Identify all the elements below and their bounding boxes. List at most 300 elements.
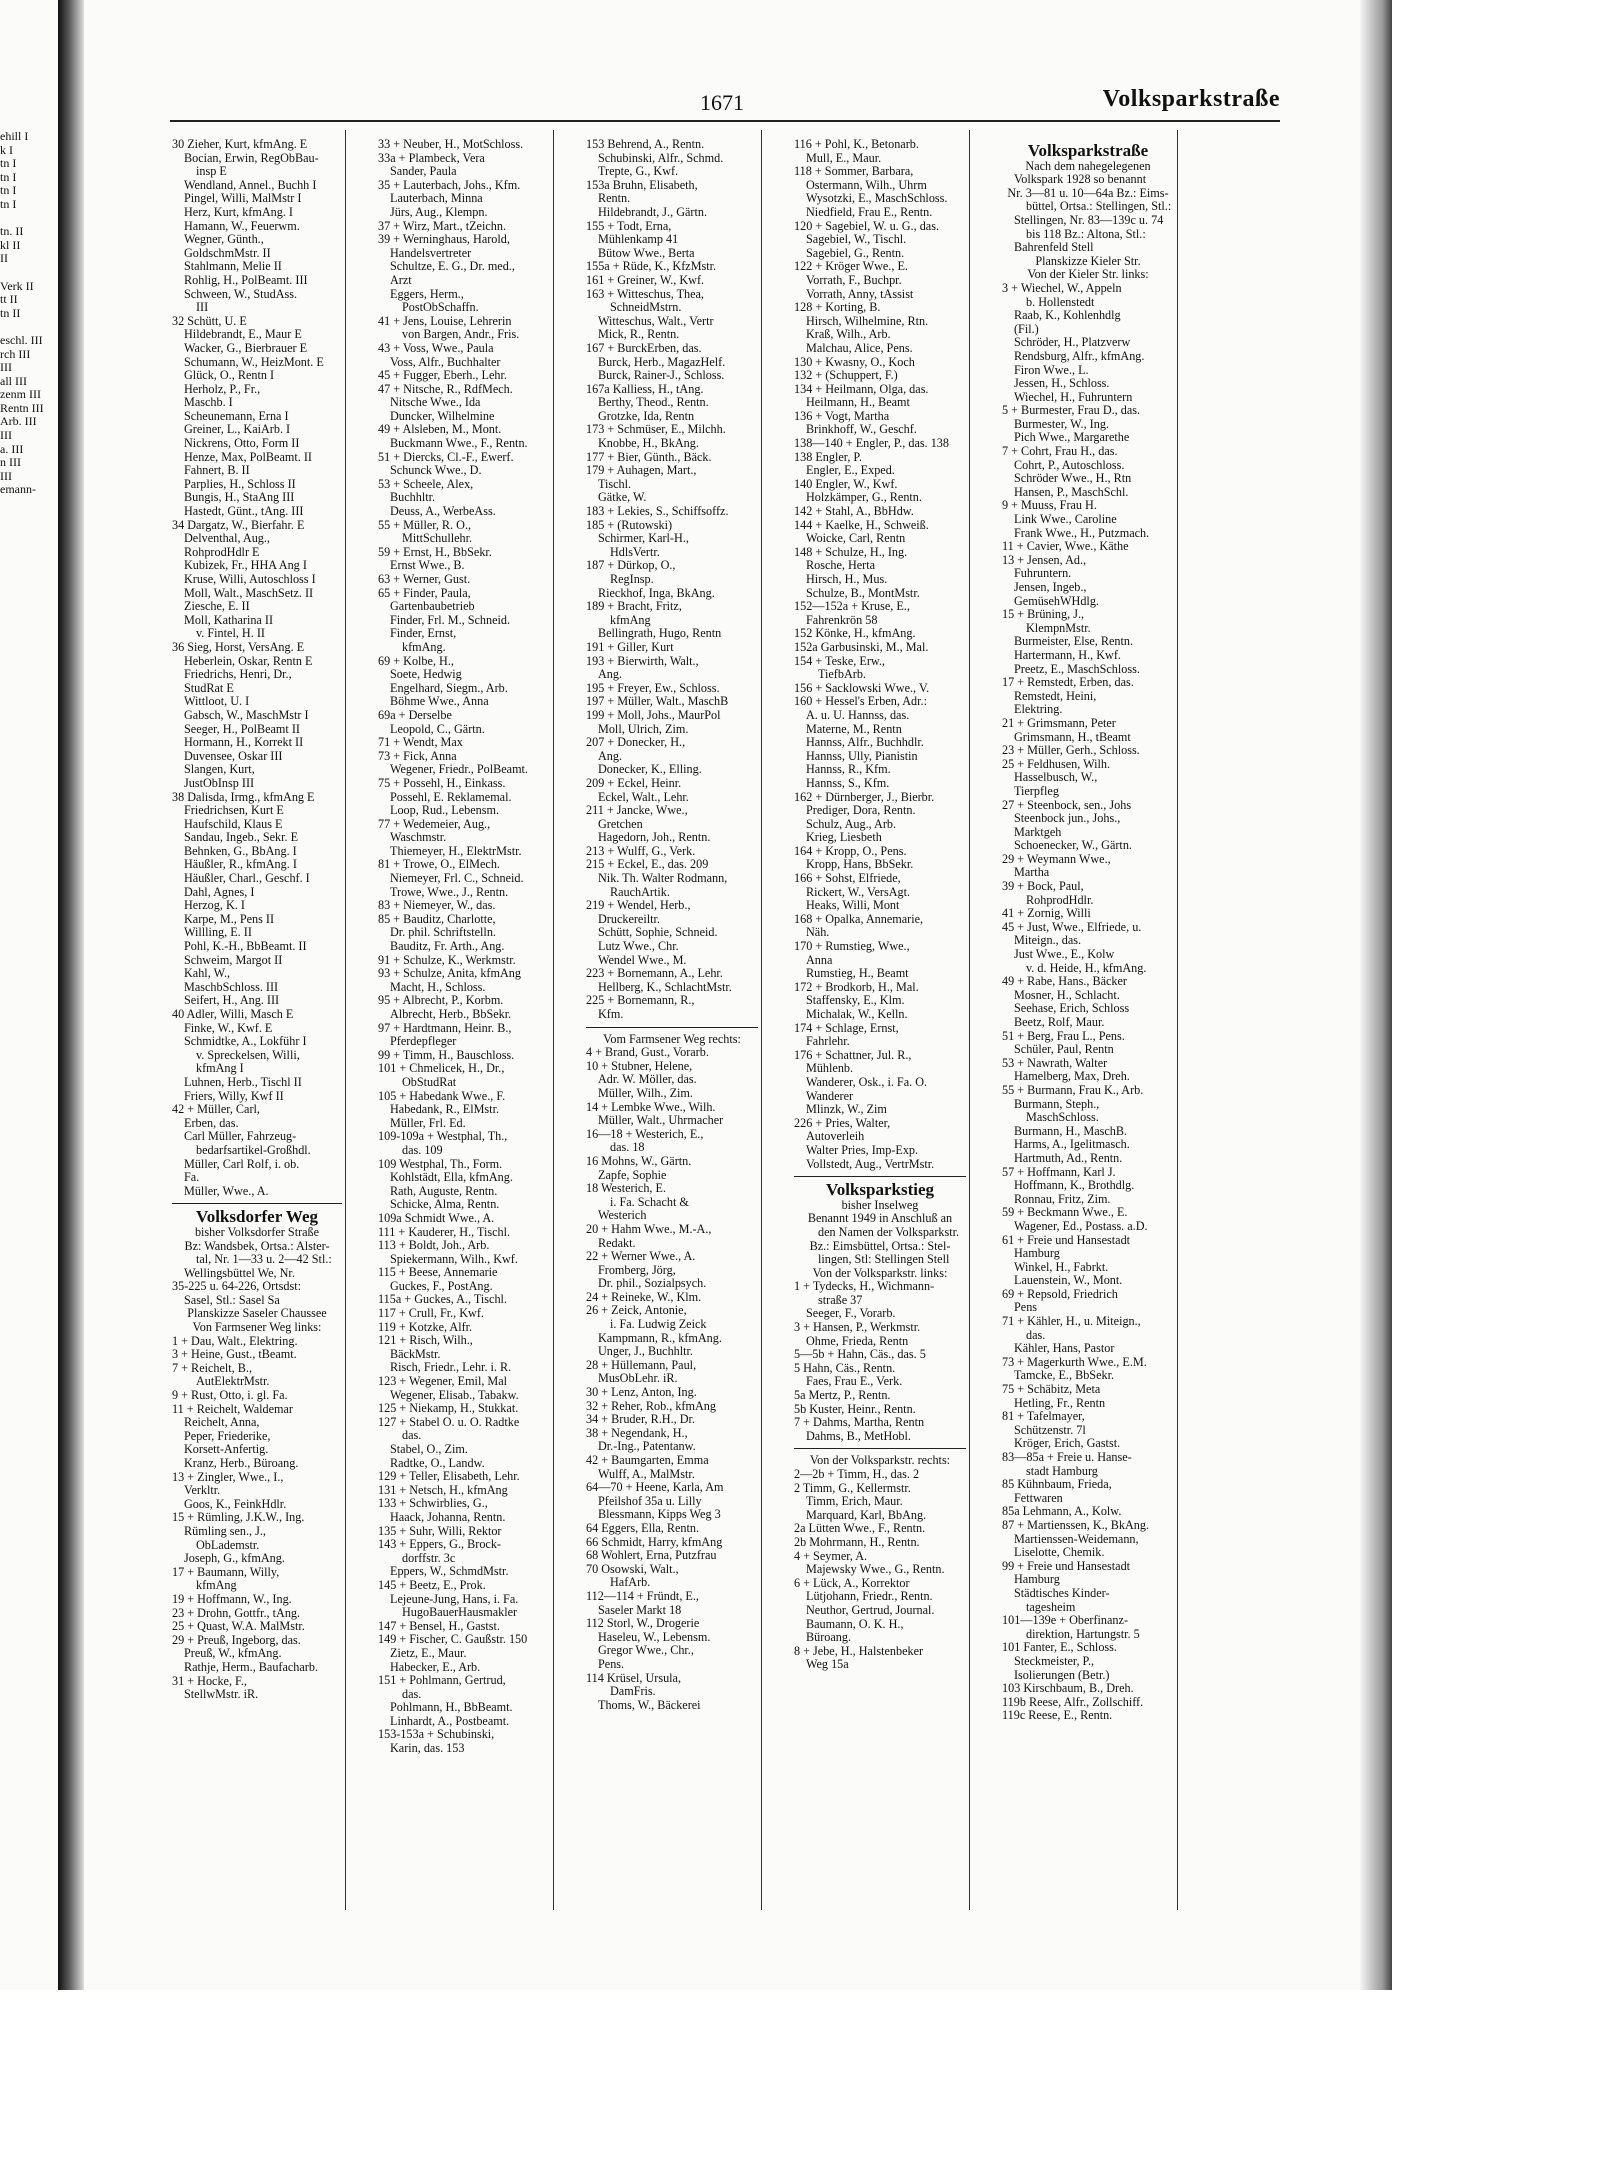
resident-entry: Rickert, W., VersAgt. xyxy=(806,885,911,899)
resident-entry: Duncker, Wilhelmine xyxy=(390,409,495,423)
resident-entry: Moll, Katharina II xyxy=(184,613,274,627)
resident-entry: Müller, Wwe., A. xyxy=(184,1184,269,1198)
resident-entry: Preuß, W., kfmAng. xyxy=(184,1647,282,1661)
margin-fragment: tn I xyxy=(0,169,17,184)
house-entry: 3 + Wiechel, W., Appeln xyxy=(1002,281,1122,295)
margin-fragment: Verk II xyxy=(0,278,34,293)
resident-entry: Hannss, Ully, Pianistin xyxy=(806,749,918,763)
street-note: Von Farmsener Weg links: xyxy=(192,1321,322,1335)
resident-entry: Haufschild, Klaus E xyxy=(184,817,283,831)
house-entry: 53 + Scheele, Alex, xyxy=(378,477,474,491)
resident-entry: RohprodHdlr E xyxy=(184,545,260,559)
resident-entry: Häußler, R., kfmAng. I xyxy=(184,858,297,872)
resident-entry: Adr. W. Möller, das. xyxy=(598,1073,697,1087)
house-entry: 114 Krüsel, Ursula, xyxy=(586,1671,682,1685)
house-entry: 30 + Lenz, Anton, Ing. xyxy=(586,1386,697,1400)
house-entry: 109 Westphal, Th., Form. xyxy=(378,1157,503,1171)
resident-entry: Blessmann, Kipps Weg 3 xyxy=(598,1508,721,1522)
resident-entry: Böhme Wwe., Anna xyxy=(390,695,489,709)
house-entry: 29 + Weymann Wwe., xyxy=(1002,852,1111,866)
continuation-line: von Bargen, Andr., Fris. xyxy=(402,328,520,342)
resident-entry: Radtke, O., Landw. xyxy=(390,1456,485,1470)
house-entry: 179 + Auhagen, Mart., xyxy=(586,464,697,478)
house-entry: 134 + Heilmann, Olga, das. xyxy=(794,382,929,396)
street-note: Planskizze Kieler Str. xyxy=(1035,254,1141,268)
resident-entry: Zietz, E., Maur. xyxy=(390,1646,467,1660)
resident-entry: Joseph, G., kfmAng. xyxy=(184,1552,285,1566)
resident-entry: StellwMstr. iR. xyxy=(184,1688,259,1702)
continuation-line: das. xyxy=(1026,1328,1046,1342)
house-entry: 33 + Neuber, H., MotSchloss. xyxy=(378,138,524,151)
house-entry: 85 Kühnbaum, Frieda, xyxy=(1002,1478,1112,1492)
house-entry: 22 + Werner Wwe., A. xyxy=(586,1250,696,1264)
house-entry: 18 Westerich, E. xyxy=(586,1182,667,1196)
resident-entry: Wagener, Ed., Postass. a.D. xyxy=(1014,1219,1148,1233)
resident-entry: Sandau, Ingeb., Sekr. E xyxy=(184,831,299,845)
resident-entry: Schröder, H., Platzverw xyxy=(1014,336,1131,350)
margin-fragment: Rentn III xyxy=(0,400,44,415)
resident-entry: Niemeyer, Frl. C., Schneid. xyxy=(390,872,524,886)
resident-entry: Hormann, H., Korrekt II xyxy=(184,736,304,750)
resident-entry: Schmidtke, A., Lokführ I xyxy=(184,1035,307,1049)
street-note: Von der Kieler Str. links: xyxy=(1027,268,1149,282)
resident-entry: Grotzke, Ida, Rentn xyxy=(598,409,695,423)
house-entry: 9 + Muuss, Frau H. xyxy=(1002,499,1097,513)
house-entry: 155 + Todt, Erna, xyxy=(586,219,672,233)
resident-entry: Lejeune-Jung, Hans, i. Fa. xyxy=(390,1592,519,1606)
continuation-line: kfmAng I xyxy=(196,1062,244,1076)
resident-entry: Linhardt, A., Postbeamt. xyxy=(390,1714,510,1728)
continuation-line: DamFris. xyxy=(610,1685,656,1699)
house-entry: 70 Osowski, Walt., xyxy=(586,1562,679,1576)
resident-entry: Schubinski, Alfr., Schmd. xyxy=(598,151,724,165)
margin-fragment: kl II xyxy=(0,237,21,252)
resident-entry: Pich Wwe., Margarethe xyxy=(1014,431,1130,445)
house-entry: 83 + Niemeyer, W., das. xyxy=(378,899,496,913)
resident-entry: Kfm. xyxy=(598,1008,624,1021)
house-entry: 85 + Bauditz, Charlotte, xyxy=(378,912,496,926)
resident-entry: Fahnert, B. II xyxy=(184,464,250,478)
house-entry: 145 + Beetz, E., Prok. xyxy=(378,1578,486,1592)
resident-entry: Bütow Wwe., Berta xyxy=(598,246,695,260)
street-note: Nach dem nahegelegenen xyxy=(1025,159,1151,173)
resident-entry: Schultze, E. G., Dr. med., xyxy=(390,260,515,274)
resident-entry: Schüler, Paul, Rentn xyxy=(1014,1043,1114,1057)
house-entry: 93 + Schulze, Anita, kfmAng xyxy=(378,967,521,981)
resident-entry: Hastedt, Günt., tAng. III xyxy=(184,505,304,519)
house-entry: 49 + Rabe, Hans., Bäcker xyxy=(1002,975,1127,989)
resident-entry: Schoenecker, W., Gärtn. xyxy=(1014,839,1132,853)
resident-entry: Müller, Frl. Ed. xyxy=(390,1116,466,1130)
resident-entry: Mick, R., Rentn. xyxy=(598,328,680,342)
resident-entry: Kranz, Herb., Büroang. xyxy=(184,1457,299,1470)
resident-entry: Ernst Wwe., B. xyxy=(390,559,465,573)
resident-entry: Burck, Rainer-J., Schloss. xyxy=(598,369,725,383)
resident-entry: Buchhltr. xyxy=(390,491,436,505)
resident-entry: Possehl, E. Reklamemal. xyxy=(390,790,512,804)
continuation-line: dorffstr. 3c xyxy=(402,1551,456,1565)
continuation-line: straße 37 xyxy=(818,1293,863,1307)
house-entry: 10 + Stubner, Helene, xyxy=(586,1059,693,1073)
house-entry: 215 + Eckel, E., das. 209 xyxy=(586,858,709,872)
resident-entry: Glück, O., Rentn I xyxy=(184,369,275,383)
house-entry: 130 + Kwasny, O., Koch xyxy=(794,355,915,369)
resident-entry: Schulz, Aug., Arb. xyxy=(806,817,897,831)
house-entry: 2—2b + Timm, H., das. 2 xyxy=(794,1468,920,1481)
continuation-line: bedarfsartikel-Großhdl. xyxy=(196,1143,311,1157)
house-entry: 19 + Hoffmann, W., Ing. xyxy=(172,1592,292,1606)
resident-entry: Schunck Wwe., D. xyxy=(390,464,482,478)
resident-entry: Lauenstein, W., Mont. xyxy=(1014,1274,1123,1288)
house-entry: 45 + Just, Wwe., Elfriede, u. xyxy=(1002,920,1142,934)
continuation-line: KlempnMstr. xyxy=(1026,621,1091,635)
resident-entry: Städtisches Kinder- xyxy=(1014,1586,1110,1600)
resident-entry: Woicke, Carl, Rentn xyxy=(806,532,906,546)
resident-entry: (Fil.) xyxy=(1014,322,1039,336)
resident-entry: Kraß, Wilh., Arb. xyxy=(806,328,891,342)
resident-entry: Wegner, Günth., xyxy=(184,233,264,247)
resident-entry: Loop, Rud., Lebensm. xyxy=(390,804,499,818)
resident-entry: Zapfe, Sophie xyxy=(598,1168,667,1182)
resident-entry: Holzkämper, G., Rentn. xyxy=(806,491,922,505)
resident-entry: Karpe, M., Pens II xyxy=(184,912,275,926)
resident-entry: Spiekermann, Wilh., Kwf. xyxy=(390,1252,518,1266)
resident-entry: Finder, Ernst, xyxy=(390,627,457,641)
resident-entry: Carl Müller, Fahrzeug- xyxy=(184,1130,297,1144)
resident-entry: Dahms, B., MetHobl. xyxy=(806,1429,911,1443)
house-entry: 17 + Remstedt, Erben, das. xyxy=(1002,676,1134,690)
house-entry: 66 Schmidt, Harry, kfmAng xyxy=(586,1535,723,1549)
resident-entry: Gabsch, W., MaschMstr I xyxy=(184,708,309,722)
house-entry: 65 + Finder, Paula, xyxy=(378,586,471,600)
resident-entry: Link Wwe., Caroline xyxy=(1014,513,1117,527)
house-entry: 69a + Derselbe xyxy=(378,708,452,722)
house-entry: 41 + Jens, Louise, Lehrerin xyxy=(378,314,512,328)
street-heading: Volksparkstraße xyxy=(1027,141,1149,160)
resident-entry: Burmann, H., MaschB. xyxy=(1014,1124,1128,1138)
resident-entry: Nik. Th. Walter Rodmann, xyxy=(598,872,728,886)
house-entry: 5 Hahn, Cäs., Rentn. xyxy=(794,1361,896,1375)
house-entry: 45 + Fugger, Eberh., Lehr. xyxy=(378,369,507,383)
house-entry: 39 + Werninghaus, Harold, xyxy=(378,233,510,247)
house-entry: 15 + Rümling, J.K.W., Ing. xyxy=(172,1511,305,1525)
resident-entry: Isolierungen (Betr.) xyxy=(1014,1668,1110,1682)
resident-entry: Risch, Friedr., Lehr. i. R. xyxy=(390,1361,512,1375)
margin-fragment xyxy=(0,212,70,226)
resident-entry: Brinkhoff, W., Geschf. xyxy=(806,423,917,437)
house-entry: 121 + Risch, Wilh., xyxy=(378,1334,473,1348)
resident-entry: Druckereiltr. xyxy=(598,912,660,926)
resident-entry: Herzog, K. I xyxy=(184,899,245,913)
house-entry: 4 + Brand, Gust., Vorarb. xyxy=(586,1046,709,1060)
resident-entry: JustObInsp III xyxy=(184,776,255,790)
house-entry: 177 + Bier, Günth., Bäck. xyxy=(586,450,712,464)
resident-entry: Waschmstr. xyxy=(390,831,447,845)
resident-entry: Ziesche, E. II xyxy=(184,600,250,614)
resident-entry: Burmester, W., Ing. xyxy=(1014,417,1109,431)
resident-entry: Greiner, L., KaiArb. I xyxy=(184,423,291,437)
house-entry: 129 + Teller, Elisabeth, Lehr. xyxy=(378,1470,520,1484)
house-entry: 69 + Kolbe, H., xyxy=(378,654,454,668)
resident-entry: Macht, H., Schloss. xyxy=(390,980,486,994)
resident-entry: Schulze, B., MontMstr. xyxy=(806,586,920,600)
resident-entry: Seifert, H., Ang. III xyxy=(184,994,280,1008)
resident-entry: Handelsvertreter xyxy=(390,246,472,260)
house-entry: 16—18 + Westerich, E., xyxy=(586,1127,704,1141)
resident-entry: Seeger, F., Vorarb. xyxy=(806,1307,896,1321)
resident-entry: Bauditz, Fr. Arth., Ang. xyxy=(390,940,505,954)
house-entry: 117 + Crull, Fr., Kwf. xyxy=(378,1307,484,1321)
resident-entry: Elektring. xyxy=(1014,703,1063,717)
house-entry: 36 Sieg, Horst, VersAng. E xyxy=(172,640,305,654)
house-entry: 40 Adler, Willi, Masch E xyxy=(172,1008,294,1021)
house-entry: 34 Dargatz, W., Bierfahr. E xyxy=(172,518,305,532)
resident-entry: Hamelberg, Max, Dreh. xyxy=(1014,1070,1130,1084)
resident-entry: Müller, Carl Rolf, i. ob. xyxy=(184,1157,300,1171)
resident-entry: Mühlenkamp 41 xyxy=(598,233,679,247)
resident-entry: Malchau, Alice, Pens. xyxy=(806,341,913,355)
house-entry: 55 + Müller, R. O., xyxy=(378,518,472,532)
house-entry: 163 + Witteschus, Thea, xyxy=(586,287,704,301)
resident-entry: Verkltr. xyxy=(184,1484,221,1498)
resident-entry: Martienssen-Weidemann, xyxy=(1014,1532,1139,1546)
resident-entry: Schütt, Sophie, Schneid. xyxy=(598,926,718,940)
house-entry: 113 + Boldt, Joh., Arb. xyxy=(378,1239,490,1253)
margin-fragment: emann- xyxy=(0,482,36,497)
continuation-line: HdlsVertr. xyxy=(610,545,660,559)
resident-entry: Schützenstr. 7l xyxy=(1014,1423,1086,1437)
resident-entry: Buckmann Wwe., F., Rentn. xyxy=(390,437,528,451)
running-head-street: Volksparkstraße xyxy=(1102,86,1280,112)
house-entry: 77 + Wedemeier, Aug., xyxy=(378,817,491,831)
resident-entry: Finke, W., Kwf. E xyxy=(184,1021,273,1035)
house-entry: 47 + Nitsche, R., RdfMech. xyxy=(378,382,513,396)
margin-fragment: eschl. III xyxy=(0,332,43,347)
house-entry: 51 + Diercks, Cl.-F., Ewerf. xyxy=(378,450,514,464)
house-entry: 57 + Hoffmann, Karl J. xyxy=(1002,1165,1116,1179)
resident-entry: Grimsmann, H., tBeamt xyxy=(1014,730,1131,744)
house-entry: 109a Schmidt Wwe., A. xyxy=(378,1211,495,1225)
resident-entry: Martha xyxy=(1014,866,1050,880)
resident-entry: Trowe, Wwe., J., Rentn. xyxy=(390,885,509,899)
resident-entry: Gregor Wwe., Chr., xyxy=(598,1644,694,1658)
resident-entry: Autoverleih xyxy=(806,1130,865,1144)
resident-entry: Cohrt, P., Autoschloss. xyxy=(1014,458,1125,472)
resident-entry: Bahrenfeld Stell xyxy=(1014,241,1094,255)
house-entry: 185 + (Rutowski) xyxy=(586,518,673,532)
resident-entry: Delventhal, Aug., xyxy=(184,532,270,546)
resident-entry: Steenbock jun., Johs., xyxy=(1014,812,1121,826)
resident-entry: A. u. U. Hannss, das. xyxy=(806,708,910,722)
resident-entry: Wacker, G., Bierbrauer E xyxy=(184,341,308,355)
house-entry: 43 + Voss, Wwe., Paula xyxy=(378,341,494,355)
house-entry: 2a Lütten Wwe., F., Rentn. xyxy=(794,1522,926,1536)
resident-entry: Berthy, Theod., Rentn. xyxy=(598,396,709,410)
resident-entry: Hannss, S., Kfm. xyxy=(806,776,890,790)
house-entry: 153 Behrend, A., Rentn. xyxy=(586,138,705,151)
house-entry: 161 + Greiner, W., Kwf. xyxy=(586,273,705,287)
house-entry: 99 + Timm, H., Bauschloss. xyxy=(378,1048,515,1062)
resident-entry: Dr.-Ing., Patentanw. xyxy=(598,1440,696,1454)
house-entry: 193 + Bierwirth, Walt., xyxy=(586,654,699,668)
resident-entry: Fa. xyxy=(184,1171,200,1185)
resident-entry: Miteign., das. xyxy=(1014,934,1082,948)
house-entry: 11 + Reichelt, Waldemar xyxy=(172,1402,293,1416)
resident-entry: Baumann, O. K. H., xyxy=(806,1617,904,1631)
house-entry: 15 + Brüning, J., xyxy=(1002,608,1085,622)
margin-fragment: ehill I xyxy=(0,130,29,143)
house-entry: 53 + Nawrath, Walter xyxy=(1002,1056,1108,1070)
house-entry: 123 + Wegener, Emil, Mal xyxy=(378,1375,508,1389)
column-1 xyxy=(172,138,342,1928)
continuation-line: das. 18 xyxy=(610,1141,645,1155)
continuation-line: das. 109 xyxy=(402,1143,443,1157)
house-entry: 152a Garbusinski, M., Mal. xyxy=(794,640,929,654)
house-entry: 5—5b + Hahn, Cäs., das. 5 xyxy=(794,1348,926,1362)
house-entry: 8 + Jebe, H., Halstenbeker xyxy=(794,1644,924,1658)
continuation-line: HugoBauerHausmakler xyxy=(402,1606,518,1620)
house-entry: 135 + Suhr, Willi, Rektor xyxy=(378,1524,502,1538)
house-entry: 31 + Hocke, F., xyxy=(172,1674,247,1688)
margin-fragment: tn I xyxy=(0,183,17,198)
resident-entry: Weg 15a xyxy=(806,1658,849,1672)
resident-entry: Heaks, Willi, Mont xyxy=(806,899,900,913)
house-entry: 153a Bruhn, Elisabeth, xyxy=(586,178,698,192)
continuation-line: v. d. Heide, H., kfmAng. xyxy=(1026,961,1147,975)
resident-entry: Friedrichs, Henri, Dr., xyxy=(184,668,292,682)
resident-entry: Büroang. xyxy=(806,1631,852,1645)
resident-entry: Unger, J., Buchhltr. xyxy=(598,1345,693,1359)
resident-entry: Kahl, W., xyxy=(184,967,231,981)
resident-entry: Arzt xyxy=(390,273,412,287)
resident-entry: Kähler, Hans, Pastor xyxy=(1014,1342,1115,1356)
house-entry: 151 + Pohlmann, Gertrud, xyxy=(378,1674,506,1688)
house-entry: 71 + Kähler, H., u. Miteign., xyxy=(1002,1315,1141,1329)
house-entry: 73 + Fick, Anna xyxy=(378,749,457,763)
margin-fragment: III xyxy=(0,360,12,375)
resident-entry: GemüsehWHdlg. xyxy=(1014,594,1099,608)
house-entry: 33a + Plambeck, Vera xyxy=(378,151,485,165)
resident-entry: Wegener, Elisab., Tabakw. xyxy=(390,1388,519,1402)
resident-entry: Müller, Wilh., Zim. xyxy=(598,1086,693,1100)
resident-entry: Trepte, G., Kwf. xyxy=(598,165,679,179)
section-separator xyxy=(794,1176,966,1177)
house-entry: 73 + Magerkurth Wwe., E.M. xyxy=(1002,1355,1147,1369)
house-entry: 99 + Freie und Hansestadt xyxy=(1002,1559,1131,1573)
resident-entry: Hagedorn, Joh., Rentn. xyxy=(598,831,711,845)
house-entry: 63 + Werner, Gust. xyxy=(378,573,471,586)
house-entry: 28 + Hüllemann, Paul, xyxy=(586,1358,697,1372)
continuation-line: tagesheim xyxy=(1026,1600,1076,1614)
house-entry: 109-109a + Westphal, Th., xyxy=(378,1130,508,1144)
resident-entry: Hartmuth, Ad., Rentn. xyxy=(1014,1151,1123,1165)
margin-fragment: Arb. III xyxy=(0,414,37,429)
margin-fragment: III xyxy=(0,428,12,443)
resident-entry: Pingel, Willi, MalMstr I xyxy=(184,192,302,206)
resident-entry: Vollstedt, Aug., VertrMstr. xyxy=(806,1157,935,1171)
house-entry: 147 + Bensel, H., Gastst. xyxy=(378,1619,500,1633)
resident-entry: Vorrath, F., Buchpr. xyxy=(806,273,902,287)
house-entry: 119b Reese, Alfr., Zollschiff. xyxy=(1002,1695,1144,1709)
continuation-line: bis 118 Bz.: Altona, Stl.: xyxy=(1026,227,1146,241)
house-entry: 101 + Chmelicek, H., Dr., xyxy=(378,1062,505,1076)
column-rule xyxy=(761,130,762,1910)
resident-entry: Fettwaren xyxy=(1014,1491,1063,1505)
resident-entry: Hetling, Fr., Rentn xyxy=(1014,1396,1106,1410)
house-entry: 95 + Albrecht, P., Korbm. xyxy=(378,994,504,1008)
column-rule xyxy=(553,130,554,1910)
resident-entry: Rathje, Herm., Baufacharb. xyxy=(184,1660,319,1674)
resident-entry: Duvensee, Oskar III xyxy=(184,749,283,763)
house-entry: 143 + Eppers, G., Brock- xyxy=(378,1538,501,1552)
house-entry: 167 + BurckErben, das. xyxy=(586,341,702,355)
resident-entry: Albrecht, Herb., BbSekr. xyxy=(390,1008,512,1021)
resident-entry: Raab, K., Kohlenhdlg xyxy=(1014,309,1121,323)
house-entry: 209 + Eckel, Heinr. xyxy=(586,776,682,790)
resident-entry: Hamburg xyxy=(1014,1247,1060,1261)
resident-entry: Lütjohann, Friedr., Rentn. xyxy=(806,1590,933,1604)
resident-entry: Näh. xyxy=(806,926,830,940)
margin-fragment xyxy=(0,266,70,280)
house-entry: 199 + Moll, Johs., MaurPol xyxy=(586,708,721,722)
page-header xyxy=(170,86,1280,122)
house-entry: 101—139e + Oberfinanz- xyxy=(1002,1614,1128,1628)
continuation-line: TiefbArb. xyxy=(818,668,866,682)
resident-entry: Herz, Kurt, kfmAng. I xyxy=(184,205,293,219)
continuation-line: insp E xyxy=(196,165,227,179)
house-entry: 3 + Hansen, P., Werkmstr. xyxy=(794,1321,921,1335)
house-entry: 148 + Schulze, H., Ing. xyxy=(794,545,908,559)
resident-entry: Burmann, Steph., xyxy=(1014,1097,1100,1111)
resident-entry: Sander, Paula xyxy=(390,165,457,179)
resident-entry: Bungis, H., StaAng III xyxy=(184,491,295,505)
resident-entry: Faes, Frau E., Verk. xyxy=(806,1375,903,1389)
resident-entry: Niedfield, Frau E., Rentn. xyxy=(806,205,933,219)
house-entry: 131 + Netsch, H., kfmAng xyxy=(378,1483,508,1497)
house-entry: 132 + (Schuppert, F.) xyxy=(794,369,898,383)
resident-entry: Timm, Erich, Maur. xyxy=(806,1495,903,1509)
house-entry: 133 + Schwirblies, G., xyxy=(378,1497,488,1511)
resident-entry: Kröger, Erich, Gastst. xyxy=(1014,1437,1121,1451)
street-note: Von der Volksparkstr. rechts: xyxy=(809,1454,951,1468)
resident-entry: Gätke, W. xyxy=(598,491,647,505)
resident-entry: Sasel, Stl.: Sasel Sa xyxy=(184,1293,280,1307)
house-entry: 85a Lehmann, A., Kolw. xyxy=(1002,1505,1122,1519)
resident-entry: Schröder Wwe., H., Rtn xyxy=(1014,472,1132,486)
resident-entry: Wittloot, U. I xyxy=(184,695,250,709)
house-entry: 183 + Lekies, S., Schiffsoffz. xyxy=(586,505,729,519)
house-entry: 75 + Schäbitz, Meta xyxy=(1002,1383,1101,1397)
street-note: bisher Inselweg xyxy=(841,1198,919,1212)
resident-entry: Knobbe, H., BkAng. xyxy=(598,437,699,451)
house-entry: 195 + Freyer, Ew., Schloss. xyxy=(586,681,720,695)
resident-entry: Eckel, Walt., Lehr. xyxy=(598,790,689,804)
resident-entry: Fromberg, Jörg, xyxy=(598,1263,676,1277)
resident-entry: Burck, Herb., MagazHelf. xyxy=(598,355,726,369)
house-entry: 51 + Berg, Frau L., Pens. xyxy=(1002,1029,1125,1043)
resident-entry: GoldschmMstr. II xyxy=(184,246,271,260)
scan-background xyxy=(1392,0,1600,1990)
house-entry: 119 + Kotzke, Alfr. xyxy=(378,1320,473,1334)
column-3 xyxy=(586,138,758,1928)
house-entry: 9 + Rust, Otto, i. gl. Fa. xyxy=(172,1389,288,1403)
house-entry: 172 + Brodkorb, H., Mal. xyxy=(794,980,919,994)
house-entry: 127 + Stabel O. u. O. Radtke xyxy=(378,1415,520,1429)
street-note: Benannt 1949 in Anschluß an xyxy=(807,1212,953,1226)
resident-entry: Pohl, K.-H., BbBeamt. II xyxy=(184,940,307,954)
street-note: Nr. 3—81 u. 10—64a Bz.: Eims- xyxy=(1007,186,1169,200)
house-entry: 156 + Sacklowski Wwe., V. xyxy=(794,681,930,695)
